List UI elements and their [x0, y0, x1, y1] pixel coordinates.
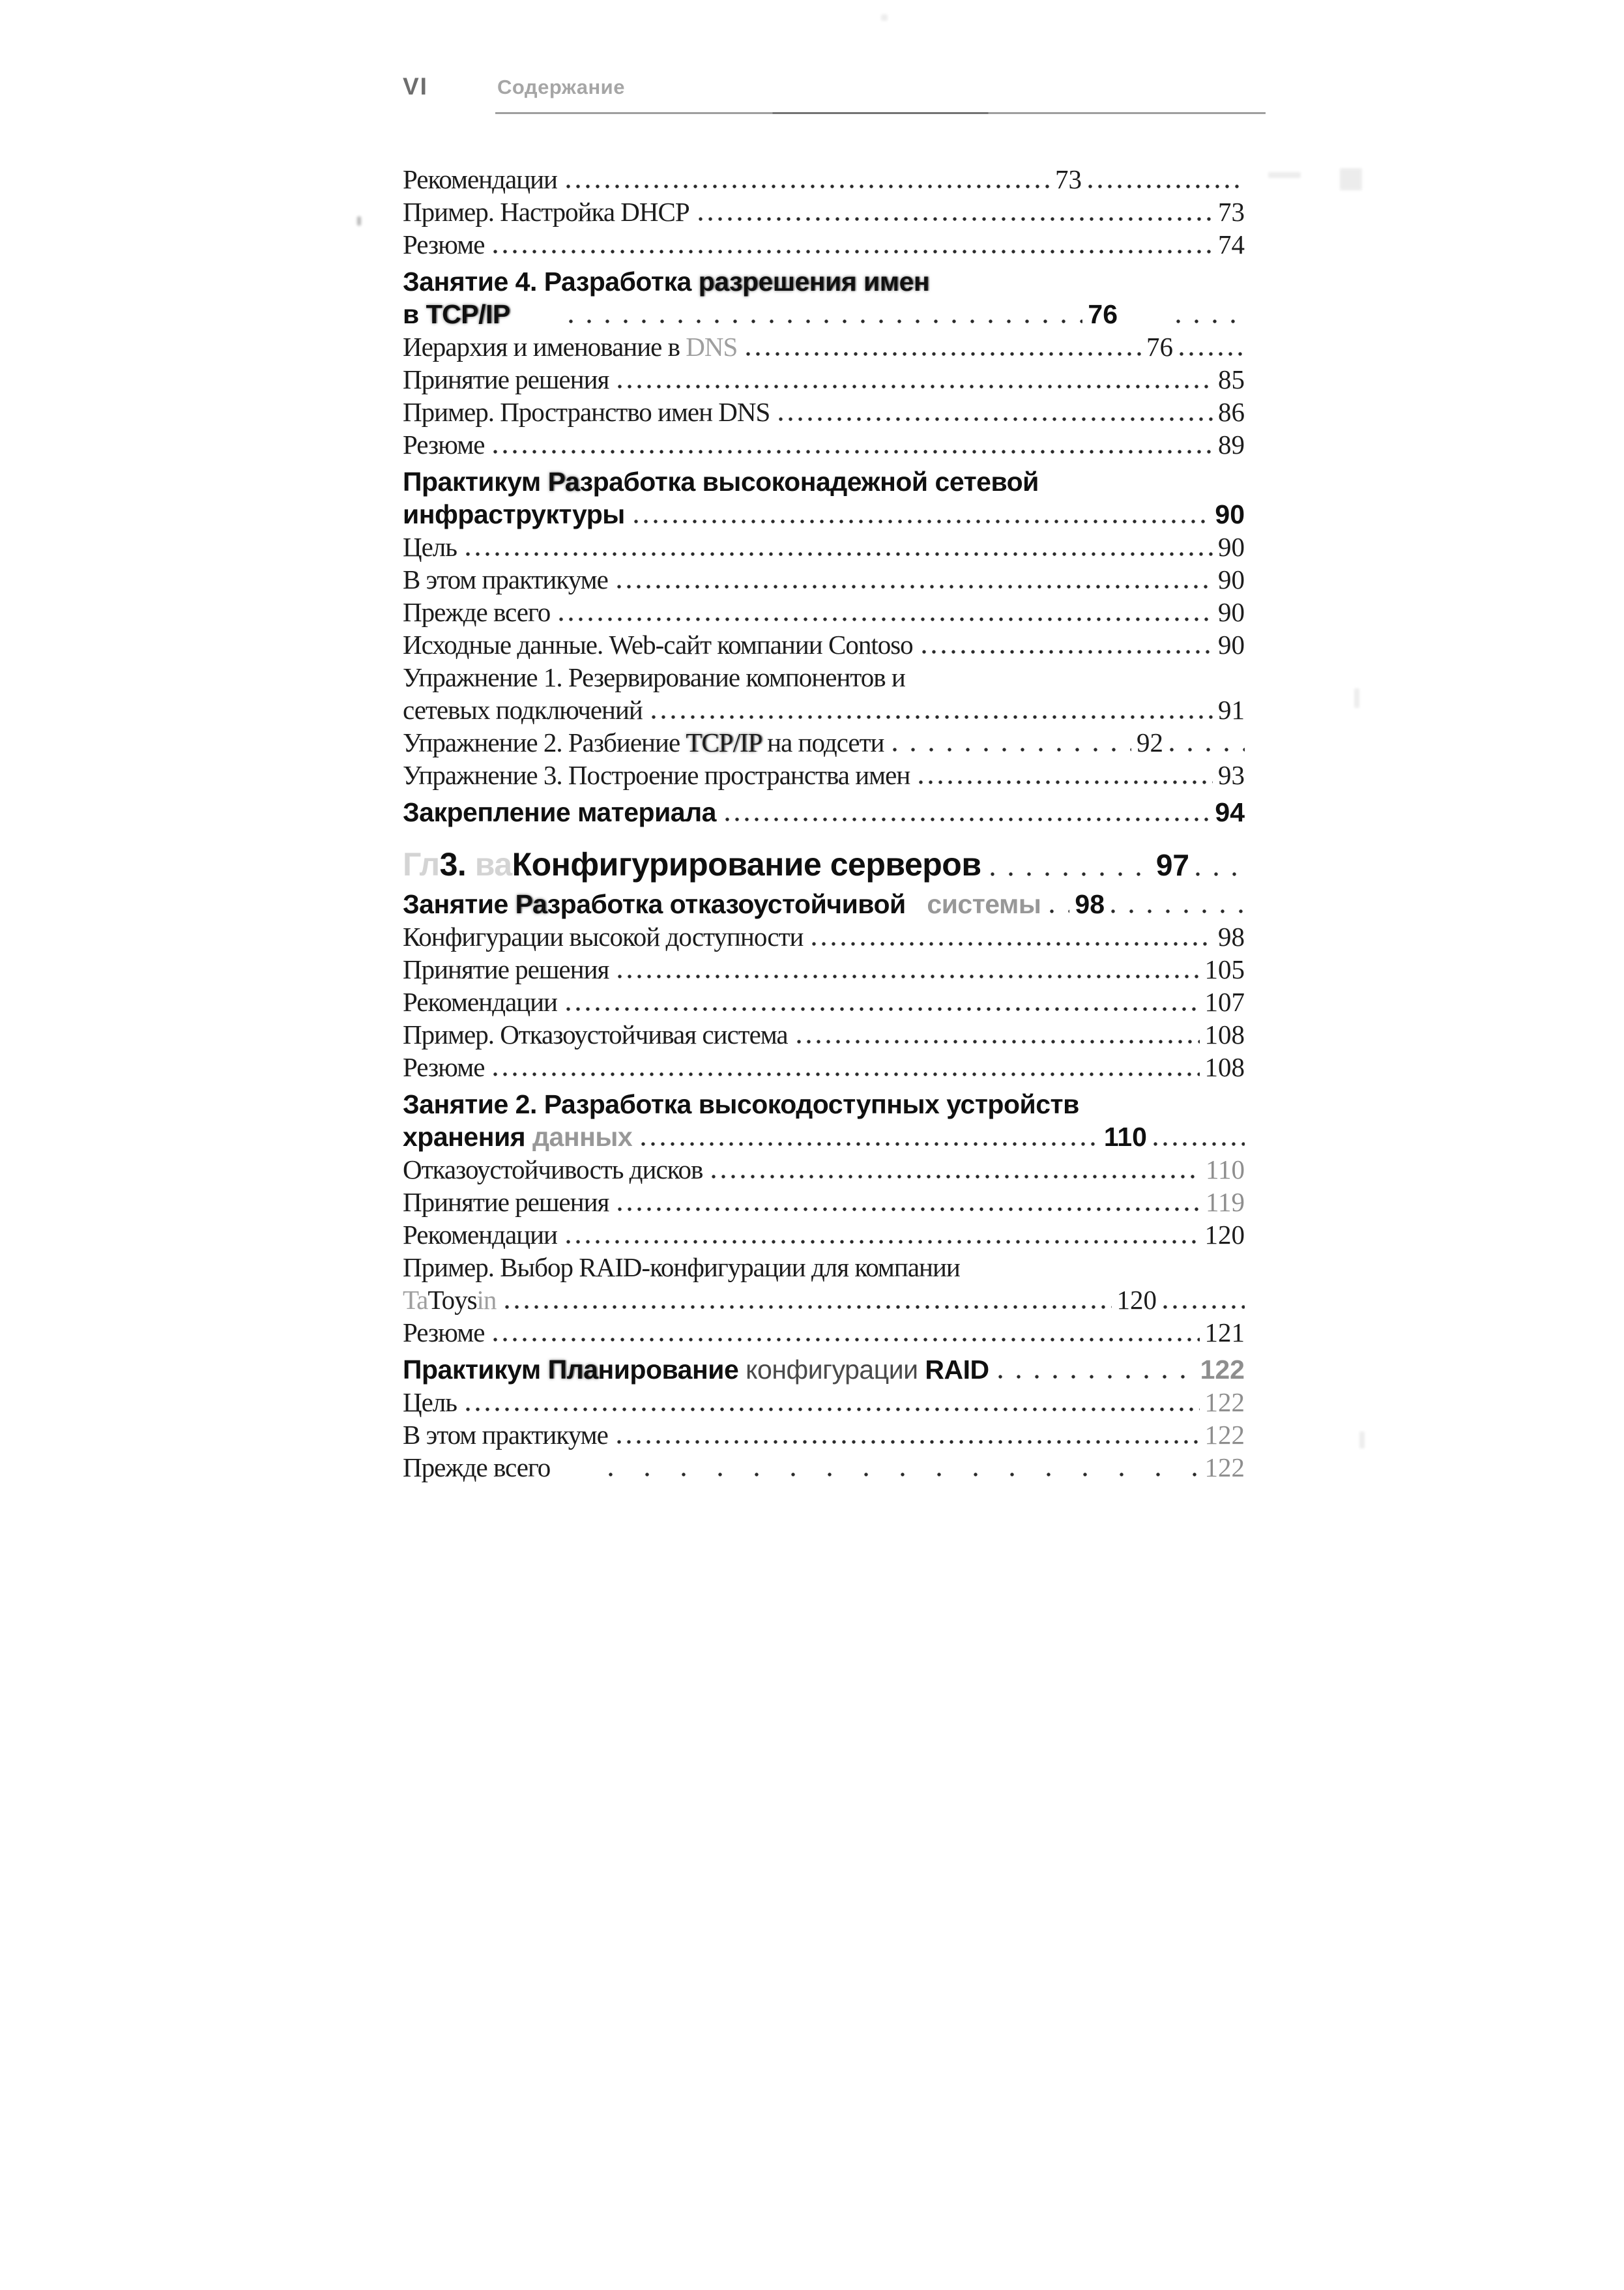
toc-row — [403, 1051, 1245, 1083]
toc-page-number: 85 — [1218, 364, 1245, 394]
label-segment: конфигурации — [746, 1355, 925, 1385]
toc-entry-label — [403, 661, 905, 694]
toc-row — [403, 465, 1245, 498]
toc-entry-label — [403, 1316, 484, 1349]
toc-row — [403, 845, 1245, 883]
toc-entry-label — [403, 888, 1041, 920]
label-segment: Занятие 2. Разработка высокодоступных устройств — [403, 1089, 1079, 1119]
toc-entry-label — [403, 920, 803, 953]
toc-row — [403, 498, 1245, 531]
label-segment: Пример. Выбор RAID-конфигурации для компании — [403, 1252, 960, 1282]
toc-entry-label — [403, 1088, 1079, 1121]
toc-page-number: 122 — [1200, 1355, 1245, 1385]
toc-page-number: 105 — [1204, 954, 1245, 984]
label-segment: в — [403, 299, 426, 329]
label-segment: Резюме — [403, 1317, 485, 1347]
label-segment: Упражнение 2. Разбиение — [403, 727, 686, 757]
toc-row — [403, 1316, 1245, 1349]
label-segment: Цель — [403, 1387, 457, 1417]
dot-leader — [797, 1038, 1200, 1045]
dot-leader-trail — [1088, 183, 1245, 190]
dot-leader — [746, 351, 1141, 357]
toc-page-number: 121 — [1204, 1317, 1245, 1347]
dot-leader-trail — [1176, 318, 1245, 325]
label-segment: Toys — [428, 1285, 477, 1315]
toc-row — [403, 1018, 1245, 1051]
scan-artifact — [357, 216, 361, 226]
dot-leader — [569, 318, 1083, 325]
label-segment: Упражнение 3. Построение пространства имен — [403, 760, 910, 790]
toc-row — [403, 396, 1245, 428]
toc-page-number: 122 — [1204, 1420, 1245, 1450]
toc-page-number: 108 — [1204, 1020, 1245, 1050]
toc-page-number: 110 — [1206, 1154, 1245, 1184]
label-segment: на подсети — [761, 727, 884, 757]
label-segment: Ра — [547, 467, 580, 497]
dot-leader — [618, 973, 1199, 980]
toc-row — [403, 1451, 1245, 1484]
toc-row — [403, 1284, 1245, 1316]
dot-leader — [609, 1471, 1199, 1478]
dot-leader — [919, 779, 1213, 785]
label-segment: В этом практикуме — [403, 1420, 608, 1450]
label-segment: хранения — [403, 1122, 532, 1152]
label-segment: разрешения имен — [698, 267, 930, 297]
toc-row — [403, 363, 1245, 396]
scan-artifact — [1359, 1431, 1365, 1448]
toc-entry-label — [403, 1284, 496, 1316]
dot-leader — [699, 216, 1213, 222]
label-segment: зработка отказоустойчивой — [547, 889, 927, 919]
dot-leader — [493, 448, 1213, 455]
label-segment: 3. — [439, 846, 475, 883]
label-segment: Рекомендации — [403, 987, 557, 1017]
toc-page-number: 108 — [1204, 1052, 1245, 1082]
toc-entry-label — [403, 845, 981, 883]
dot-leader — [641, 1141, 1099, 1147]
dot-leader-trail — [1180, 351, 1245, 357]
dot-leader — [725, 816, 1210, 823]
label-segment: Закрепление материала — [403, 797, 716, 827]
label-segment: Упражнение 1. Резервирование компонентов и — [403, 662, 905, 692]
toc-entry-label — [403, 1386, 457, 1418]
toc-row — [403, 920, 1245, 953]
toc-row — [403, 1418, 1245, 1451]
scan-artifact — [1354, 688, 1359, 708]
dot-leader — [618, 1206, 1200, 1212]
toc-row — [403, 888, 1245, 920]
toc-entry-label — [403, 498, 625, 531]
label-segment: Резюме — [403, 430, 485, 460]
toc-entry-label — [403, 1418, 608, 1451]
toc-row — [403, 1088, 1245, 1121]
dot-leader — [712, 1173, 1200, 1180]
label-segment: Пример. Настройка DHCP — [403, 197, 689, 227]
dot-leader-trail — [1170, 746, 1245, 753]
dot-leader — [505, 1304, 1111, 1310]
toc-page-number: 92 — [1137, 727, 1163, 757]
label-segment: Резюме — [403, 1052, 485, 1082]
label-segment: данных — [532, 1122, 633, 1152]
toc-page-number: 120 — [1116, 1285, 1157, 1315]
toc-entry-label — [403, 465, 1039, 498]
toc-page-number: 89 — [1218, 430, 1245, 460]
toc-entry-label — [403, 1451, 550, 1484]
toc-page-number: 107 — [1204, 987, 1245, 1017]
toc-page-number: 110 — [1103, 1122, 1147, 1152]
toc-row — [403, 1186, 1245, 1218]
toc-entry-label — [403, 163, 557, 196]
toc-entry-label — [403, 596, 550, 628]
toc-entry-label — [403, 1018, 788, 1051]
toc-page-number: 76 — [1146, 332, 1173, 362]
toc-entry-label — [403, 796, 716, 829]
label-segment: Конфигурирование серверов — [512, 846, 981, 883]
dot-leader — [466, 1406, 1200, 1413]
toc-entry-label — [403, 1051, 484, 1083]
toc-row — [403, 796, 1245, 829]
toc-entry-label — [403, 1251, 960, 1284]
label-segment: сетевых подключений — [403, 695, 643, 725]
toc-entry-label — [403, 265, 929, 298]
scan-artifact — [1268, 172, 1301, 178]
dot-leader-trail — [1163, 1304, 1245, 1310]
toc-row — [403, 759, 1245, 791]
toc-entry-label — [403, 563, 608, 596]
label-segment: Рекомендации — [403, 1220, 557, 1250]
toc-page-number: 98 — [1075, 889, 1105, 919]
toc-row — [403, 531, 1245, 563]
toc-entry-label — [403, 298, 510, 330]
label-segment: Прежде всего — [403, 1452, 551, 1482]
dot-leader — [617, 583, 1213, 590]
table-of-contents — [403, 163, 1245, 1484]
folio-page-number: VI — [403, 73, 428, 100]
label-segment: RAID — [925, 1355, 989, 1385]
toc-page-number: 93 — [1218, 760, 1245, 790]
toc-entry-label — [403, 396, 770, 428]
toc-row — [403, 1386, 1245, 1418]
label-segment: Практикум — [403, 467, 548, 497]
label-segment: нирование — [598, 1355, 746, 1385]
dot-leader — [634, 518, 1210, 525]
toc-page-number: 119 — [1206, 1187, 1245, 1217]
toc-entry-label — [403, 759, 910, 791]
scan-artifact — [1340, 168, 1362, 190]
label-segment: Отказоустойчивость дисков — [403, 1154, 703, 1184]
toc-page-number: 73 — [1055, 164, 1082, 194]
dot-leader — [493, 1336, 1199, 1343]
label-segment: системы — [927, 889, 1041, 919]
toc-page-number: 120 — [1204, 1220, 1245, 1250]
toc-page-number: 90 — [1218, 565, 1245, 595]
toc-row — [403, 428, 1245, 461]
label-segment: Исходные данные. Web-сайт компании Contoso — [403, 630, 913, 660]
dot-leader — [991, 871, 1151, 877]
toc-entry-label — [403, 628, 913, 661]
toc-page-number: 90 — [1218, 630, 1245, 660]
label-segment: Практикум — [403, 1355, 548, 1385]
dot-leader — [652, 714, 1213, 720]
toc-page-number: 74 — [1218, 229, 1245, 259]
toc-entry-label — [403, 986, 557, 1018]
toc-page-number: 98 — [1218, 922, 1245, 952]
dot-leader — [922, 649, 1213, 655]
label-segment: ва — [474, 846, 512, 883]
dot-leader — [893, 746, 1131, 753]
dot-leader-trail — [1196, 871, 1245, 877]
toc-page-number: 90 — [1218, 597, 1245, 627]
toc-row — [403, 228, 1245, 261]
toc-entry-label — [403, 953, 609, 986]
toc-row — [403, 298, 1245, 330]
label-segment: Цель — [403, 532, 457, 562]
toc-row — [403, 563, 1245, 596]
label-segment: В этом практикуме — [403, 565, 608, 595]
label-segment: TCP/IP — [686, 727, 761, 757]
dot-leader — [1050, 908, 1069, 915]
dot-leader — [466, 551, 1213, 557]
toc-row — [403, 953, 1245, 986]
toc-entry-label — [403, 694, 643, 726]
label-segment: зработка высоконадежной сетевой — [579, 467, 1039, 497]
running-header — [403, 73, 1245, 119]
label-segment: TCP/IP — [426, 299, 510, 329]
dot-leader-trail — [1111, 908, 1245, 915]
label-segment: Иерархия и именование в — [403, 332, 686, 362]
toc-entry-label — [403, 726, 884, 759]
label-segment: Принятие решения — [403, 1187, 609, 1217]
label-segment: инфраструктуры — [403, 499, 625, 529]
label-segment: Принятие решения — [403, 364, 609, 394]
label-segment: Ta — [403, 1285, 428, 1315]
toc-row — [403, 628, 1245, 661]
label-segment: Занятие 4. Разработка — [403, 267, 699, 297]
label-segment: DNS — [686, 332, 738, 362]
toc-page-number: 122 — [1204, 1387, 1245, 1417]
label-segment: Пример. Пространство имен DNS — [403, 397, 770, 427]
label-segment: Прежде всего — [403, 597, 551, 627]
dot-leader — [566, 1239, 1200, 1245]
label-segment: Гл — [403, 846, 440, 883]
toc-page-number: 86 — [1218, 397, 1245, 427]
label-segment: Резюме — [403, 229, 485, 259]
toc-entry-label — [403, 330, 737, 363]
toc-row — [403, 330, 1245, 363]
toc-entry-label — [403, 1153, 703, 1186]
label-segment: Рекомендации — [403, 164, 557, 194]
toc-row — [403, 986, 1245, 1018]
dot-leader — [566, 1006, 1200, 1012]
toc-row — [403, 1353, 1245, 1386]
toc-page-number: 73 — [1218, 197, 1245, 227]
toc-entry-label — [403, 1218, 557, 1251]
toc-page-number: 94 — [1215, 797, 1245, 827]
toc-row — [403, 1251, 1245, 1284]
toc-row — [403, 196, 1245, 228]
dot-leader — [617, 1439, 1200, 1445]
toc-entry-label — [403, 1353, 989, 1386]
toc-page-number: 90 — [1215, 499, 1245, 529]
toc-row — [403, 163, 1245, 196]
toc-row — [403, 265, 1245, 298]
toc-page-number: 97 — [1155, 848, 1189, 882]
running-title: Содержание — [497, 76, 625, 98]
toc-page-number: 91 — [1218, 695, 1245, 725]
label-segment: Пример. Отказоустойчивая система — [403, 1020, 788, 1050]
toc-row — [403, 661, 1245, 694]
toc-entry-label — [403, 196, 689, 228]
dot-leader — [559, 616, 1213, 623]
toc-row — [403, 694, 1245, 726]
dot-leader — [566, 183, 1050, 190]
toc-entry-label — [403, 228, 484, 261]
toc-row — [403, 1218, 1245, 1251]
dot-leader-trail — [1153, 1141, 1245, 1147]
dot-leader — [998, 1373, 1195, 1380]
dot-leader — [493, 1071, 1199, 1078]
toc-row — [403, 596, 1245, 628]
dot-leader — [812, 941, 1213, 947]
toc-row — [403, 1153, 1245, 1186]
toc-row — [403, 726, 1245, 759]
toc-page-number: 122 — [1204, 1452, 1245, 1482]
header-rule — [495, 112, 1266, 114]
toc-entry-label — [403, 531, 457, 563]
label-segment: Занятие — [403, 889, 515, 919]
toc-row — [403, 1121, 1245, 1153]
toc-page-number: 76 — [1088, 299, 1118, 329]
label-segment: Конфигурации высокой доступности — [403, 922, 804, 952]
label-segment: Принятие решения — [403, 954, 609, 984]
toc-entry-label — [403, 428, 484, 461]
dot-leader — [618, 383, 1213, 390]
dot-leader — [779, 416, 1213, 422]
toc-entry-label — [403, 1121, 632, 1153]
scan-artifact — [881, 14, 888, 21]
dot-leader — [493, 248, 1213, 255]
toc-page-number: 90 — [1218, 532, 1245, 562]
label-segment: Пла — [547, 1355, 598, 1385]
label-segment: Ра — [515, 889, 547, 919]
toc-entry-label — [403, 363, 609, 396]
label-segment: in — [476, 1285, 497, 1315]
toc-entry-label — [403, 1186, 609, 1218]
